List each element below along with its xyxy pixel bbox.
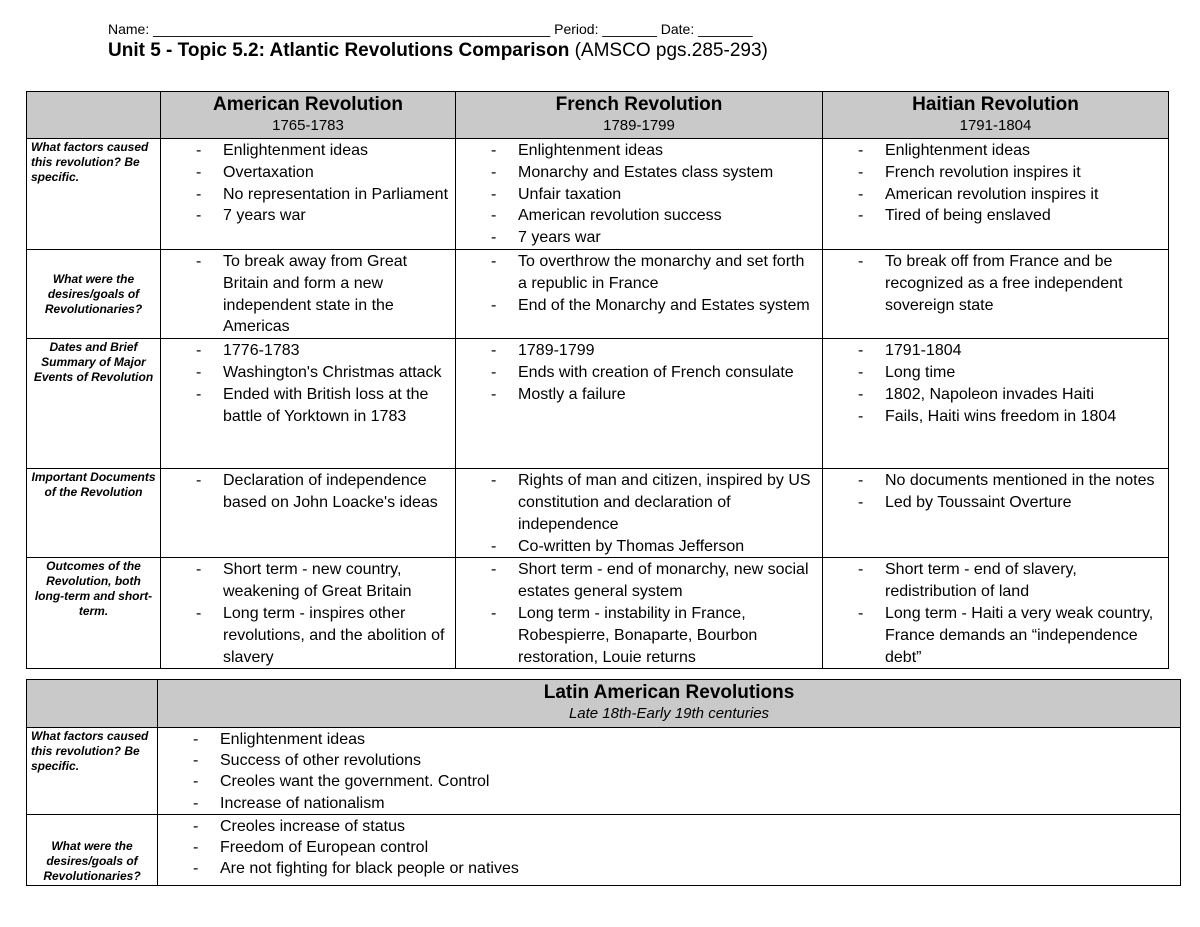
list-item: - 1802, Napoleon invades Haiti bbox=[823, 384, 1162, 406]
list-item: - Enlightenment ideas bbox=[161, 140, 449, 162]
list-item: - Short term - end of slavery, redistribution of land bbox=[823, 559, 1162, 603]
row-question: What factors caused this revolution? Be specific. bbox=[27, 139, 161, 250]
cell-french-events bbox=[456, 339, 823, 469]
cell-american-events bbox=[161, 339, 456, 469]
cell-french-documents bbox=[456, 469, 823, 558]
list-item: - Success of other revolutions bbox=[158, 750, 1174, 771]
list-item: - 7 years war bbox=[456, 227, 816, 249]
cell-latin-causes bbox=[158, 728, 1181, 815]
row-question: Dates and Brief Summary of Major Events of Revolution bbox=[27, 339, 161, 469]
list-item: - Long term - instability in France, Robespierre, Bonaparte, Bourbon restoration, Louie returns bbox=[456, 603, 816, 668]
column-title: Latin American Revolutions bbox=[543, 682, 795, 703]
list-item: - American revolution success bbox=[456, 205, 816, 227]
title-suffix: (AMSCO pgs.285-293) bbox=[569, 40, 768, 61]
cell-haitian-outcomes bbox=[823, 558, 1169, 669]
list-item: - American revolution inspires it bbox=[823, 184, 1162, 206]
row-question: What were the desires/goals of Revolutionaries? bbox=[27, 249, 161, 338]
page-title bbox=[108, 38, 768, 64]
list-item: - To break off from France and be recognized as a free independent sovereign state bbox=[823, 251, 1162, 316]
cell-latin-goals bbox=[158, 815, 1181, 886]
list-item: - Co-written by Thomas Jefferson bbox=[456, 536, 816, 558]
cell-haitian-documents bbox=[823, 469, 1169, 558]
list-item: - Creoles want the government. Control bbox=[158, 771, 1174, 792]
column-years: 1765-1783 bbox=[272, 117, 344, 134]
table-row-documents bbox=[27, 469, 1169, 558]
list-item: - Enlightenment ideas bbox=[158, 729, 1174, 750]
list-item: - Short term - end of monarchy, new social estates general system bbox=[456, 559, 816, 603]
list-item: - 7 years war bbox=[161, 205, 449, 227]
list-item: - Long term - inspires other revolutions, and the abolition of slavery bbox=[161, 603, 449, 668]
table-row-outcomes bbox=[27, 558, 1169, 669]
row-question: What factors caused this revolution? Be specific. bbox=[27, 728, 158, 815]
table-header-row bbox=[27, 680, 1181, 728]
name-period-date-line: Name: ___________________________________________________ Period: _______ Date: _______ bbox=[108, 21, 753, 37]
column-header-haitian bbox=[823, 92, 1169, 139]
cell-french-outcomes bbox=[456, 558, 823, 669]
row-question: Important Documents of the Revolution bbox=[27, 469, 161, 558]
list-item: - Monarchy and Estates class system bbox=[456, 162, 816, 184]
table-row-goals bbox=[27, 249, 1169, 338]
list-item: - To break away from Great Britain and form a new independent state in the Americas bbox=[161, 251, 449, 338]
title-main: Unit 5 - Topic 5.2: Atlantic Revolutions Comparison bbox=[108, 40, 570, 61]
cell-american-goals bbox=[161, 249, 456, 338]
list-item: - Tired of being enslaved bbox=[823, 205, 1162, 227]
list-item: - Washington's Christmas attack bbox=[161, 362, 449, 384]
list-item: - Long time bbox=[823, 362, 1162, 384]
list-item: - Ends with creation of French consulate bbox=[456, 362, 816, 384]
list-item: - Freedom of European control bbox=[158, 837, 1174, 858]
table-row-causes bbox=[27, 728, 1181, 815]
list-item: - Increase of nationalism bbox=[158, 793, 1174, 814]
list-item: - 1791-1804 bbox=[823, 340, 1162, 362]
atlantic-revolutions-table bbox=[26, 91, 1169, 669]
column-header-american bbox=[161, 92, 456, 139]
column-years: Late 18th-Early 19th centuries bbox=[568, 705, 770, 722]
list-item: - Fails, Haiti wins freedom in 1804 bbox=[823, 406, 1162, 428]
list-item: - Ended with British loss at the battle of Yorktown in 1783 bbox=[161, 384, 449, 428]
list-item: - No documents mentioned in the notes bbox=[823, 470, 1162, 492]
table-row-causes bbox=[27, 139, 1169, 250]
list-item: - Are not fighting for black people or natives bbox=[158, 858, 1174, 879]
table-row-events bbox=[27, 339, 1169, 469]
column-title: French Revolution bbox=[555, 94, 723, 115]
column-years: 1789-1799 bbox=[603, 117, 675, 134]
list-item: - To overthrow the monarchy and set forth a republic in France bbox=[456, 251, 816, 295]
cell-haitian-events bbox=[823, 339, 1169, 469]
cell-american-causes bbox=[161, 139, 456, 250]
list-item: - 1789-1799 bbox=[456, 340, 816, 362]
list-item: - Long term - Haiti a very weak country, France demands an “independence debt” bbox=[823, 603, 1162, 668]
table-header-row bbox=[27, 92, 1169, 139]
column-title: American Revolution bbox=[212, 94, 404, 115]
cell-american-documents bbox=[161, 469, 456, 558]
cell-french-causes bbox=[456, 139, 823, 250]
table-row-goals bbox=[27, 815, 1181, 886]
cell-french-goals bbox=[456, 249, 823, 338]
cell-haitian-causes bbox=[823, 139, 1169, 250]
column-title: Haitian Revolution bbox=[912, 94, 1079, 115]
column-header-latin bbox=[158, 680, 1181, 728]
latin-american-revolutions-table bbox=[26, 679, 1181, 886]
list-item: - Enlightenment ideas bbox=[456, 140, 816, 162]
corner-cell bbox=[27, 680, 158, 728]
worksheet-header bbox=[108, 20, 768, 64]
cell-haitian-goals bbox=[823, 249, 1169, 338]
list-item: - Unfair taxation bbox=[456, 184, 816, 206]
cell-american-outcomes bbox=[161, 558, 456, 669]
list-item: - Mostly a failure bbox=[456, 384, 816, 406]
list-item: - 1776-1783 bbox=[161, 340, 449, 362]
column-years: 1791-1804 bbox=[959, 117, 1032, 134]
list-item: - French revolution inspires it bbox=[823, 162, 1162, 184]
list-item: - Led by Toussaint Overture bbox=[823, 492, 1162, 514]
list-item: - End of the Monarchy and Estates system bbox=[456, 295, 816, 317]
list-item: - Creoles increase of status bbox=[158, 816, 1174, 837]
column-header-french bbox=[456, 92, 823, 139]
corner-cell bbox=[27, 92, 161, 139]
list-item: - Enlightenment ideas bbox=[823, 140, 1162, 162]
row-question: What were the desires/goals of Revolutionaries? bbox=[27, 815, 158, 886]
row-question: Outcomes of the Revolution, both long-term and short-term. bbox=[27, 558, 161, 669]
list-item: - Overtaxation bbox=[161, 162, 449, 184]
list-item: - Short term - new country, weakening of Great Britain bbox=[161, 559, 449, 603]
list-item: - Declaration of independence based on John Loacke's ideas bbox=[161, 470, 449, 514]
list-item: - No representation in Parliament bbox=[161, 184, 449, 206]
list-item: - Rights of man and citizen, inspired by US constitution and declaration of independence bbox=[456, 470, 816, 535]
